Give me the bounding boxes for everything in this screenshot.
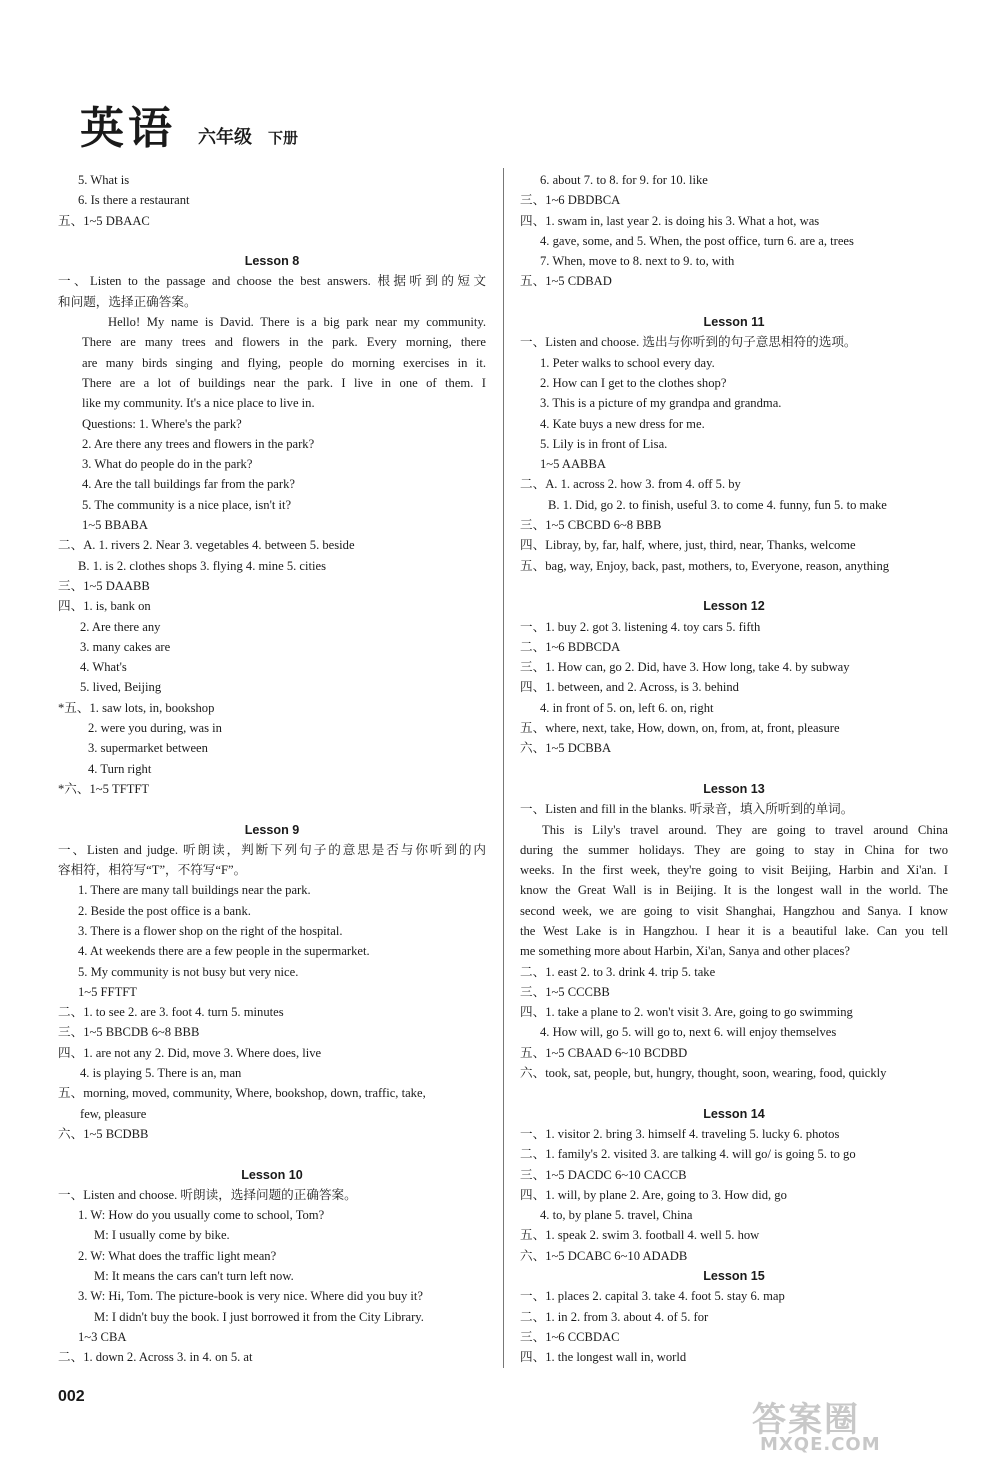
answer-line: 4. is playing 5. There is an, man [80,1066,242,1081]
answer-line: 2. Are there any trees and flowers in the park? [82,436,315,451]
answer-line: 2. Beside the post office is a bank. [78,903,251,918]
answer-line: 6. Is there a restaurant [78,193,190,208]
answer-line: 二、1~6 BDBCDA [520,639,621,654]
answer-line: 3. many cakes are [80,639,171,654]
answer-line: 5. Lily is in front of Lisa. [540,436,668,451]
answer-line: 3. supermarket between [88,741,208,756]
answer-line: 三、1~5 DAABB [58,578,150,593]
answer-line: Hello! My name is David. There is a big park near my community. [108,315,486,330]
book-title: 英语 [80,103,176,154]
answer-line: 1. There are many tall buildings near the park. [78,883,311,898]
answer-line: 2. How can I get to the clothes shop? [540,375,727,390]
answer-line: 四、1. are not any 2. Did, move 3. Where does, live [58,1045,322,1060]
answer-line: during the summer holidays. They are going to stay in China for two [520,842,948,857]
answer-line: 三、1~5 CCCBB [520,984,610,999]
answer-line: *六、1~5 TFTFT [58,781,150,796]
answer-line: 3. W: Hi, Tom. The picture-book is very nice. Where did you buy it? [78,1289,424,1304]
answer-line: 1~5 BBABA [82,518,148,533]
answer-line: 一、1. visitor 2. bring 3. himself 4. traveling 5. lucky 6. photos [520,1126,840,1141]
right-answer-column [520,170,948,1368]
answer-line: 1~5 AABBA [540,457,606,472]
answer-line: 容相符，相符写“T”，不符写“F”。 [58,863,247,878]
answer-line: 4. What's [80,660,127,675]
answer-line: me something more about Harbin, Xi'an, Sanya and other places? [520,944,850,959]
answer-line: M: It means the cars can't turn left now. [94,1269,294,1284]
answer-line: 4. Are the tall buildings far from the park? [82,477,295,492]
answer-line: few, pleasure [80,1106,147,1121]
spacer [520,1083,948,1103]
answer-line: 六、1~5 DCABC 6~10 ADADB [520,1248,688,1263]
answer-line: 二、1. family's 2. visited 3. are talking 4. will go/ is going 5. to go [520,1147,856,1162]
page-header [80,92,299,154]
left-answer-column [58,170,486,1368]
answer-line: 一、1. buy 2. got 3. listening 4. toy cars 5. fifth [520,619,761,634]
lesson-heading: Lesson 10 [241,1167,303,1182]
answer-line: 4. How will, go 5. will go to, next 6. will enjoy themselves [540,1025,837,1040]
volume-label: 下册 [268,129,299,147]
answer-line: 五、1. speak 2. swim 3. football 4. well 5. how [520,1228,760,1243]
answer-line: Questions: 1. Where's the park? [82,416,242,431]
answer-line: 五、1~5 DBAAC [58,213,150,228]
answer-line: 5. lived, Beijing [80,680,162,695]
answer-line: 四、1. will, by plane 2. Are, going to 3. How did, go [520,1187,787,1202]
spacer [58,231,486,251]
lesson-heading: Lesson 9 [244,822,300,837]
lesson-heading: Lesson 8 [244,254,300,269]
answer-line: 一、Listen and judge. 听朗读，判断下列句子的意思是否与你听到的内 [58,842,486,857]
page-number: 002 [58,1388,85,1405]
answer-line: 3. What do people do in the park? [82,457,253,472]
answer-line: M: I didn't buy the book. I just borrowed it from the City Library. [94,1309,424,1324]
answer-line: 和问题，选择正确答案。 [58,294,197,309]
answer-line: 3. This is a picture of my grandpa and grandma. [540,396,782,411]
answer-line: 五、bag, way, Enjoy, back, past, mothers, to, Everyone, reason, anything [520,558,890,573]
answer-line: B. 1. Did, go 2. to finish, useful 3. to come 4. funny, fun 5. to make [548,497,887,512]
answer-line: 三、1~5 DACDC 6~10 CACCB [520,1167,687,1182]
answer-line: 二、1. down 2. Across 3. in 4. on 5. at [58,1350,253,1365]
answer-line: 6. about 7. to 8. for 9. for 10. like [540,173,708,187]
answer-line: 三、1~5 CBCBD 6~8 BBB [520,518,662,533]
answer-line: 二、A. 1. across 2. how 3. from 4. off 5. by [520,477,741,492]
answer-line: 四、1. swam in, last year 2. is doing his 3. What a hot, was [520,213,820,228]
spacer [520,292,948,312]
answer-line: 三、1~6 CCBDAC [520,1329,620,1344]
lesson-heading: Lesson 13 [703,781,765,796]
answer-line: know the Great Wall is in Beijing. It is the longest wall in the world. The [520,883,948,898]
spacer [520,759,948,779]
answer-line: 5. What is [78,173,130,187]
answer-line: 四、1. take a plane to 2. won't visit 3. Are, going to go swimming [520,1005,853,1020]
answer-line: M: I usually come by bike. [94,1228,230,1243]
answer-line: 1~5 FFTFT [78,984,137,999]
answer-line: 4. in front of 5. on, left 6. on, right [540,700,714,715]
answer-line: 2. W: What does the traffic light mean? [78,1248,277,1263]
answer-line: are many birds singing and flying, people do morning exercises in it. [82,355,486,370]
answer-line: 二、A. 1. rivers 2. Near 3. vegetables 4. between 5. beside [58,538,355,553]
answer-line: 一、1. places 2. capital 3. take 4. foot 5. stay 6. map [520,1289,785,1304]
watermark-text: 答案圈 [752,1400,860,1440]
answer-line: There are a lot of buildings near the park. I live in one of them. I [82,375,486,390]
answer-line: 三、1. How can, go 2. Did, have 3. How long, take 4. by subway [520,660,850,675]
spacer [58,1144,486,1164]
answer-line: 四、1. is, bank on [58,599,151,614]
spacer [58,799,486,819]
answer-line: 二、1. to see 2. are 3. foot 4. turn 5. minutes [58,1005,284,1020]
answer-line: weeks. In the first week, they're going to visit Beijing, Harbin and Xi'an. I [520,863,948,878]
answer-line: 五、1~5 CBAAD 6~10 BCDBD [520,1045,688,1060]
answer-line: the West Lake is in Hangzhou. I hear it is a beautiful lake. Can you tell [520,923,948,938]
answer-line: 五、where, next, take, How, down, on, from, at, front, pleasure [520,721,840,736]
answer-line: 一、Listen and choose. 选出与你听到的句子意思相符的选项。 [520,335,857,350]
column-divider [503,168,504,1368]
answer-line: 六、1~5 DCBBA [520,741,612,756]
answer-line: 5. My community is not busy but very nice. [78,964,299,979]
watermark-logo [742,1392,992,1456]
watermark-url: MXQE.COM [760,1434,881,1455]
lesson-heading: Lesson 15 [703,1269,765,1284]
answer-line: 4. Turn right [88,761,152,776]
answer-line: 五、morning, moved, community, Where, bookshop, down, traffic, take, [58,1086,426,1101]
answer-line: 六、1~5 BCDBB [58,1126,149,1141]
answer-line: 7. When, move to 8. next to 9. to, with [540,254,735,269]
answer-line: 1. W: How do you usually come to school, Tom? [78,1208,325,1223]
answer-line: 二、1. east 2. to 3. drink 4. trip 5. take [520,964,716,979]
answer-line: second week, we are going to visit Shanghai, Hangzhou and Sanya. I know [520,903,948,918]
answer-line: 三、1~5 BBCDB 6~8 BBB [58,1025,200,1040]
answer-line: 一、Listen and fill in the blanks. 听录音，填入所听到的单词。 [520,802,854,817]
answer-line: 1. Peter walks to school every day. [540,355,715,370]
lesson-heading: Lesson 14 [703,1106,765,1121]
answer-line: like my community. It's a nice place to live in. [82,396,315,411]
answer-line: This is Lily's travel around. They are going to travel around China [542,822,948,837]
answer-line: 二、1. in 2. from 3. about 4. of 5. for [520,1309,709,1324]
answer-line: 5. The community is a nice place, isn't it? [82,497,292,512]
answer-line: 2. Are there any [80,619,161,634]
answer-line: 四、Libray, by, far, half, where, just, third, near, Thanks, welcome [520,538,856,553]
answer-line: 四、1. between, and 2. Across, is 3. behind [520,680,739,695]
answer-line: 三、1~6 DBDBCA [520,193,621,208]
answer-line: 2. were you during, was in [88,721,222,736]
answer-line: 4. At weekends there are a few people in the supermarket. [78,944,370,959]
answer-line: There are many trees and flowers in the park. Every morning, there [82,335,486,350]
lesson-heading: Lesson 12 [703,599,765,614]
answer-line: B. 1. is 2. clothes shops 3. flying 4. mine 5. cities [78,558,327,573]
answer-line: 四、1. the longest wall in, world [520,1350,687,1365]
grade-label: 六年级 [198,127,252,148]
answer-line: 一、Listen to the passage and choose the best answers. 根据听到的短文 [58,274,486,289]
answer-line: 五、1~5 CDBAD [520,274,612,289]
answer-line: 六、took, sat, people, but, hungry, thought, soon, wearing, food, quickly [520,1066,887,1081]
spacer [520,576,948,596]
answer-line: 3. There is a flower shop on the right of the hospital. [78,923,343,938]
answer-line: 4. to, by plane 5. travel, China [540,1208,693,1223]
answer-line: 4. gave, some, and 5. When, the post office, turn 6. are a, trees [540,233,854,248]
answer-line: *五、1. saw lots, in, bookshop [58,700,215,715]
answer-line: 1~3 CBA [78,1329,127,1344]
answer-line: 一、Listen and choose. 听朗读，选择问题的正确答案。 [58,1187,357,1202]
answer-line: 4. Kate buys a new dress for me. [540,416,705,431]
lesson-heading: Lesson 11 [703,315,765,330]
